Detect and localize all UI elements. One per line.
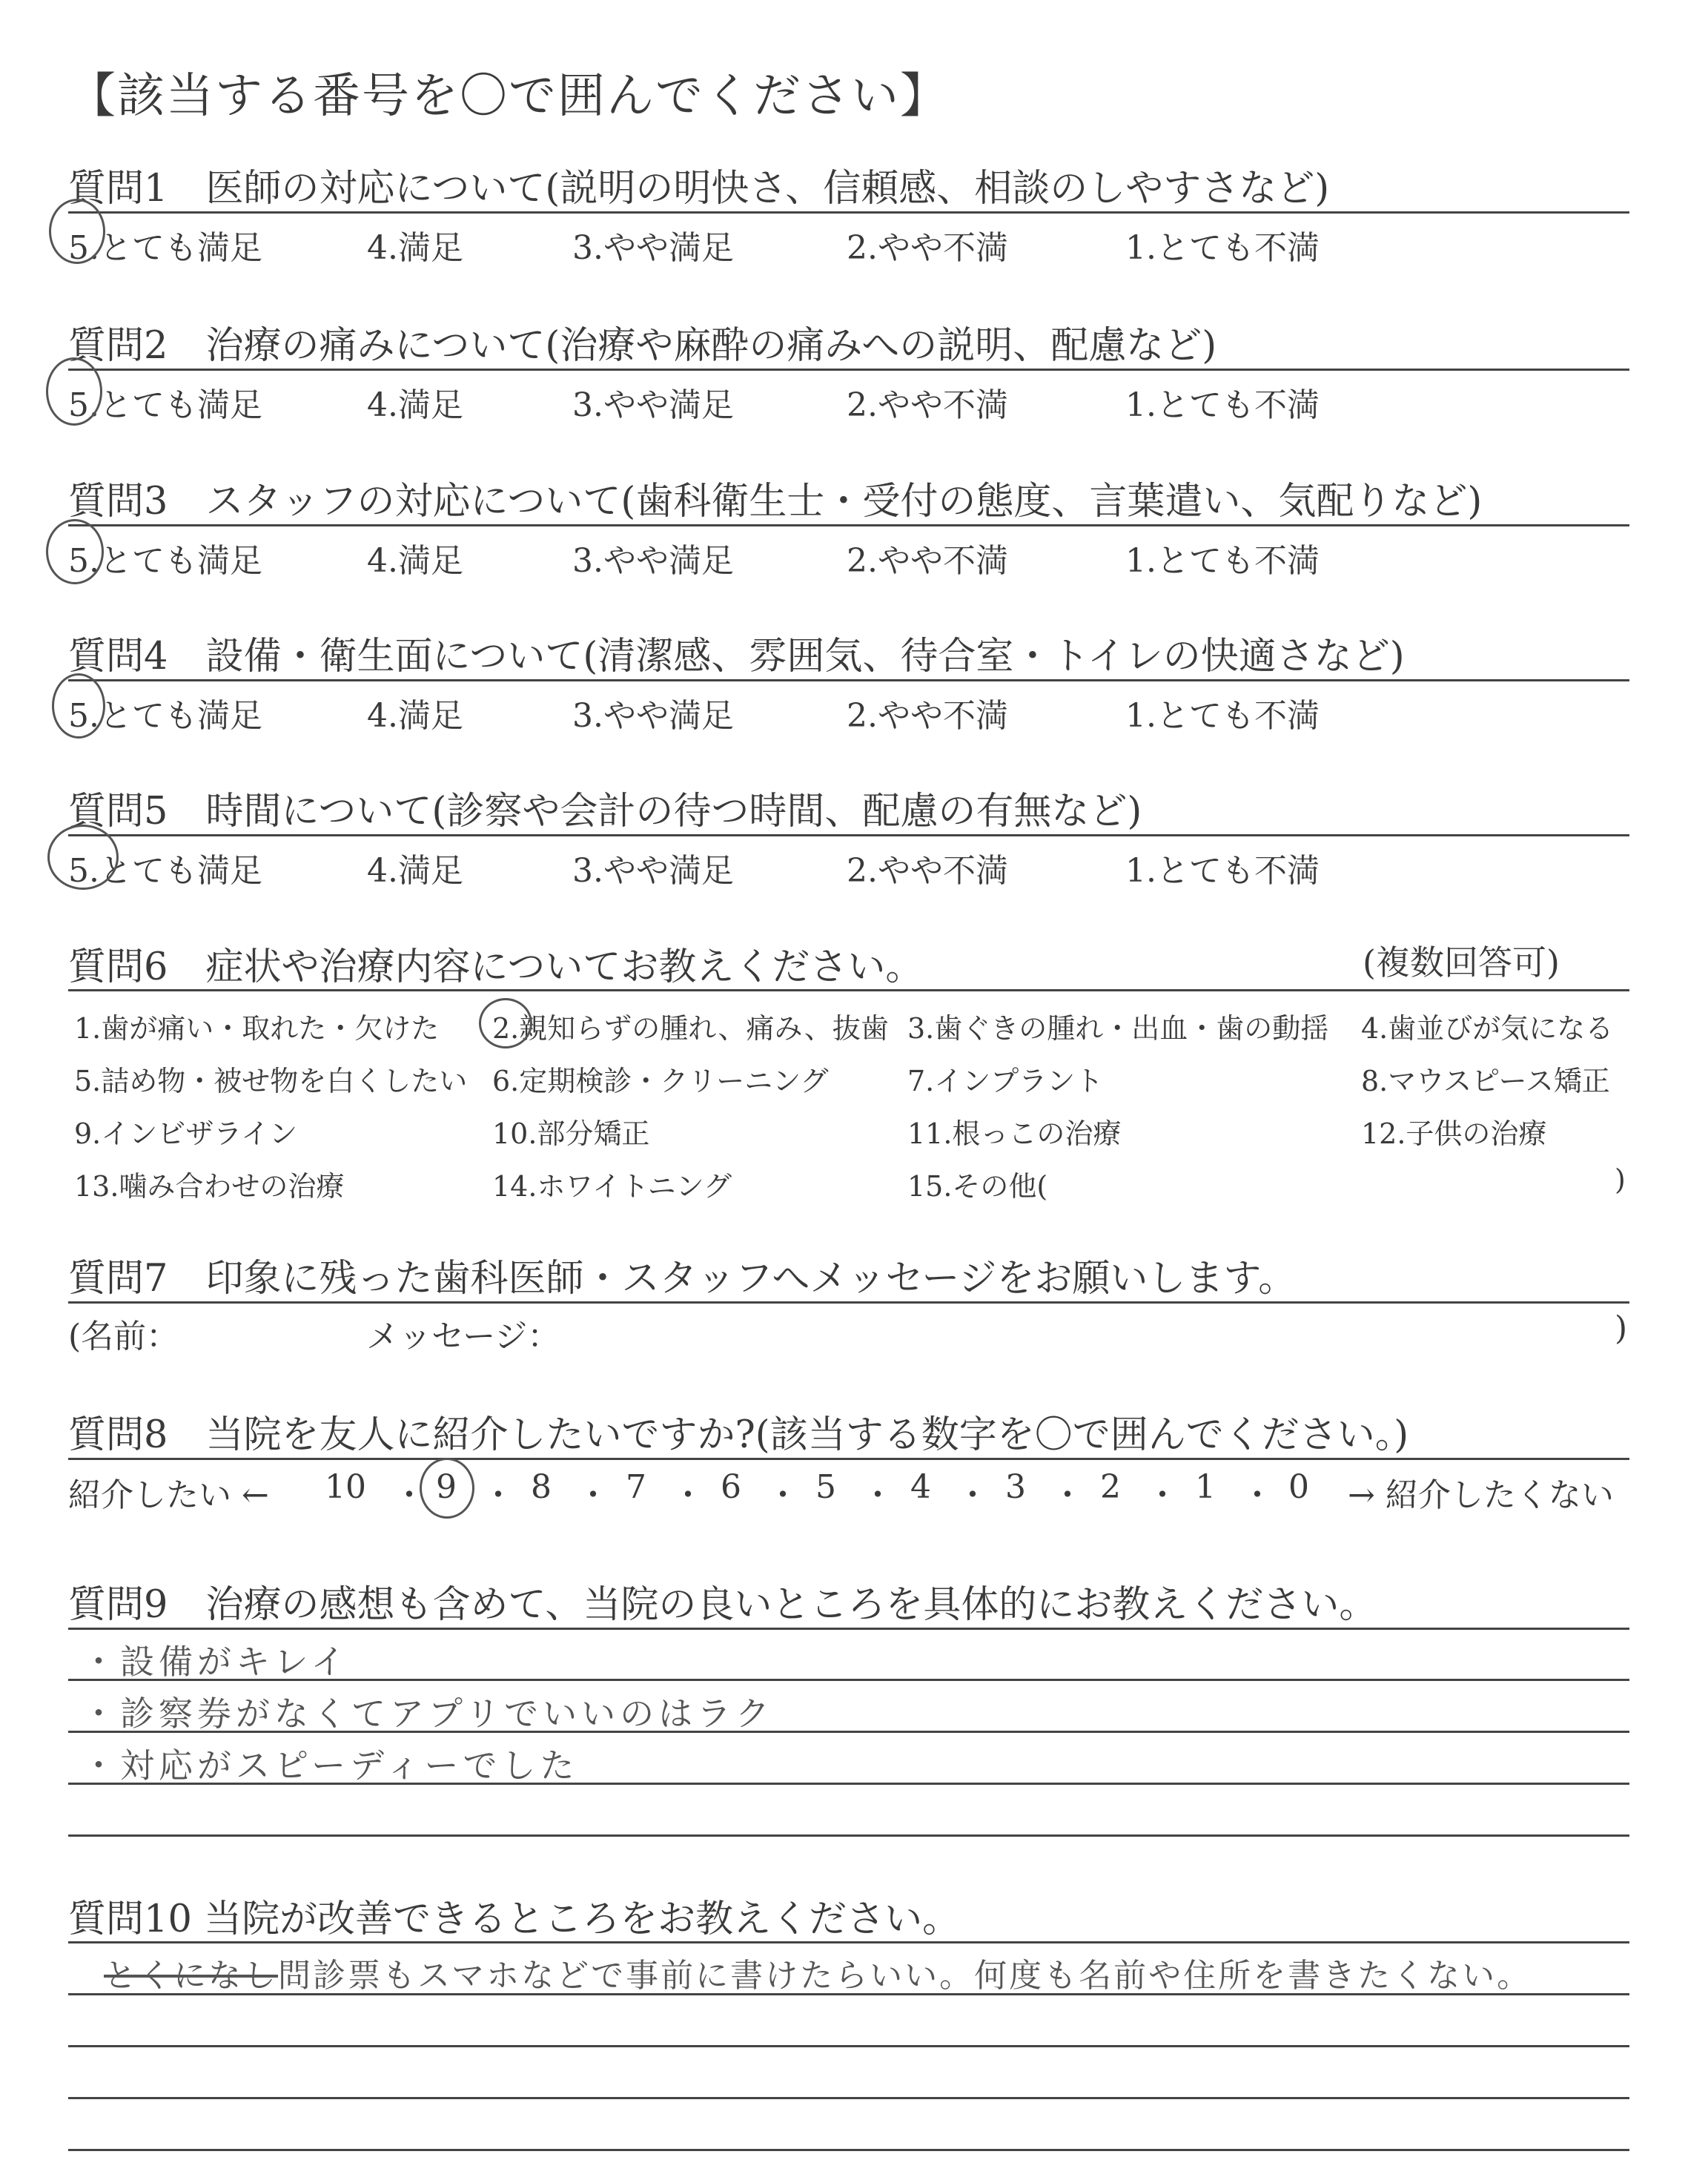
- q5-option-2[interactable]: 2.やや不満: [847, 852, 1008, 890]
- q7-name-label: (名前：: [68, 1318, 179, 1355]
- q8-separator: ・: [482, 1476, 514, 1514]
- q5-option-4[interactable]: 4.満足: [367, 852, 463, 890]
- q5-title: 質問5 時間について(診察や会計の待つ時間、配慮の有無など): [68, 790, 1142, 833]
- q8-scale-4[interactable]: 4: [910, 1468, 931, 1506]
- q10-rule-4: [68, 2097, 1629, 2099]
- q2-title: 質問2 治療の痛みについて(治療や麻酔の痛みへの説明、配慮など): [68, 324, 1217, 368]
- q1-option-5[interactable]: 5.とても満足: [68, 229, 262, 267]
- q3-option-1[interactable]: 1.とても不満: [1125, 542, 1320, 580]
- q6-item-6[interactable]: 6.定期検診・クリーニング: [492, 1065, 829, 1097]
- q3-rule: [68, 524, 1629, 526]
- q9-answer-3: ・対応がスピーディーでした: [82, 1745, 579, 1786]
- q6-item-7[interactable]: 7.インプラント: [907, 1065, 1104, 1097]
- q6-item-3[interactable]: 3.歯ぐきの腫れ・出血・歯の動揺: [907, 1012, 1329, 1045]
- q6-title: 質問6 症状や治療内容についてお教えください。: [68, 945, 924, 989]
- q5-option-5[interactable]: 5.とても満足: [68, 852, 262, 890]
- q2-option-1[interactable]: 1.とても不満: [1125, 386, 1320, 424]
- q4-option-1[interactable]: 1.とても不満: [1125, 697, 1320, 735]
- q5-handdrawn-circle: [47, 825, 119, 890]
- q8-separator: ・: [861, 1476, 894, 1514]
- q6-item-1[interactable]: 1.歯が痛い・取れた・欠けた: [74, 1012, 440, 1045]
- q3-option-3[interactable]: 3.やや満足: [572, 542, 734, 580]
- q7-rule: [68, 1301, 1629, 1304]
- q4-option-2[interactable]: 2.やや不満: [847, 697, 1008, 735]
- q6-item-11[interactable]: 11.根っこの治療: [907, 1117, 1122, 1150]
- q8-handdrawn-circle: [420, 1458, 474, 1519]
- q1-option-1[interactable]: 1.とても不満: [1125, 229, 1320, 267]
- q4-handdrawn-circle: [52, 673, 105, 739]
- q8-separator: ・: [1241, 1476, 1274, 1514]
- q6-item-8[interactable]: 8.マウスピース矯正: [1361, 1065, 1610, 1097]
- q4-option-5[interactable]: 5.とても満足: [68, 697, 262, 735]
- q10-rule-5: [68, 2149, 1629, 2151]
- q7-title: 質問7 印象に残った歯科医師・スタッフへメッセージをお願いします。: [68, 1257, 1297, 1301]
- q8-scale-9[interactable]: 9: [436, 1468, 457, 1506]
- q9-title: 質問9 治療の感想も含めて、当院の良いところを具体的にお教えください。: [68, 1583, 1377, 1627]
- q10-answer: 問診票もスマホなどで事前に書けたらいい。何度も名前や住所を書きたくない。: [278, 1957, 1532, 1995]
- q6-item-9[interactable]: 9.インビザライン: [74, 1117, 298, 1150]
- q6-item-4[interactable]: 4.歯並びが気になる: [1361, 1012, 1614, 1045]
- q8-separator: ・: [672, 1476, 704, 1514]
- q4-title: 質問4 設備・衛生面について(清潔感、雰囲気、待合室・トイレの快適さなど): [68, 635, 1405, 678]
- q6-item-14[interactable]: 14.ホワイトニング: [492, 1170, 732, 1203]
- q8-separator: ・: [1051, 1476, 1084, 1514]
- q1-handdrawn-circle: [49, 199, 105, 264]
- q2-option-5[interactable]: 5.とても満足: [68, 386, 262, 424]
- q8-separator: ・: [1146, 1476, 1179, 1514]
- q3-option-2[interactable]: 2.やや不満: [847, 542, 1008, 580]
- q1-option-3[interactable]: 3.やや満足: [572, 229, 734, 267]
- q1-title: 質問1 医師の対応について(説明の明快さ、信頼感、相談のしやすさなど): [68, 167, 1330, 211]
- q2-option-2[interactable]: 2.やや不満: [847, 386, 1008, 424]
- q1-rule: [68, 211, 1629, 214]
- q6-item-10[interactable]: 10.部分矯正: [492, 1117, 650, 1150]
- q8-left-label: 紹介したい ←: [68, 1476, 269, 1514]
- q8-title: 質問8 当院を友人に紹介したいですか?(該当する数字を〇で囲んでください。): [68, 1413, 1409, 1457]
- q8-scale-5[interactable]: 5: [815, 1468, 836, 1506]
- q8-scale-10[interactable]: 10: [325, 1468, 366, 1506]
- q3-option-5[interactable]: 5.とても満足: [68, 542, 262, 580]
- q8-scale-1[interactable]: 1: [1195, 1468, 1216, 1506]
- q9-answer-1: ・設備がキレイ: [82, 1642, 350, 1682]
- q7-close-paren: ): [1615, 1309, 1628, 1347]
- q10-title: 質問10 当院が改善できるところをお教えください。: [68, 1898, 961, 1941]
- q6-handdrawn-circle: [479, 998, 532, 1048]
- q9-answer-2: ・診察券がなくてアプリでいいのはラク: [82, 1694, 775, 1734]
- q5-option-1[interactable]: 1.とても不満: [1125, 852, 1320, 890]
- q3-title: 質問3 スタッフの対応について(歯科衛生士・受付の態度、言葉遣い、気配りなど): [68, 480, 1483, 524]
- q8-scale-0[interactable]: 0: [1288, 1468, 1309, 1506]
- q6-item-12[interactable]: 12.子供の治療: [1361, 1117, 1547, 1150]
- q6-multiple-answer-note: (複数回答可): [1363, 942, 1560, 982]
- q4-rule: [68, 679, 1629, 681]
- q4-option-4[interactable]: 4.満足: [367, 697, 463, 735]
- q6-rule: [68, 989, 1629, 991]
- q6-item-5[interactable]: 5.詰め物・被せ物を白くしたい: [74, 1065, 468, 1097]
- q2-handdrawn-circle: [46, 357, 102, 426]
- q8-scale-2[interactable]: 2: [1100, 1468, 1121, 1506]
- q8-separator: ・: [767, 1476, 799, 1514]
- q9-rule-1: [68, 1628, 1629, 1630]
- q8-scale-6[interactable]: 6: [721, 1468, 741, 1506]
- q4-option-3[interactable]: 3.やや満足: [572, 697, 734, 735]
- q6-item-2[interactable]: 2.親知らずの腫れ、痛み、抜歯: [492, 1012, 889, 1045]
- q2-rule: [68, 369, 1629, 371]
- q8-scale-7[interactable]: 7: [626, 1468, 646, 1506]
- form-header: 【該当する番号を〇で囲んでください】: [68, 69, 949, 124]
- q8-scale-3[interactable]: 3: [1005, 1468, 1026, 1506]
- q9-rule-5: [68, 1834, 1629, 1837]
- q8-separator: ・: [577, 1476, 609, 1514]
- q8-rule: [68, 1458, 1629, 1460]
- q3-option-4[interactable]: 4.満足: [367, 542, 463, 580]
- q5-rule: [68, 834, 1629, 836]
- q1-option-4[interactable]: 4.満足: [367, 229, 463, 267]
- q10-answer-struck: とくになし: [104, 1957, 278, 1995]
- q6-item-13[interactable]: 13.噛み合わせの治療: [74, 1170, 345, 1203]
- q10-rule-1: [68, 1941, 1629, 1943]
- q6-item-15-close-paren: ): [1615, 1163, 1626, 1196]
- q1-option-2[interactable]: 2.やや不満: [847, 229, 1008, 267]
- q2-option-4[interactable]: 4.満足: [367, 386, 463, 424]
- q6-item-15[interactable]: 15.その他(: [907, 1170, 1048, 1203]
- q2-option-3[interactable]: 3.やや満足: [572, 386, 734, 424]
- q10-rule-3: [68, 2045, 1629, 2047]
- q5-option-3[interactable]: 3.やや満足: [572, 852, 734, 890]
- q8-scale-8[interactable]: 8: [531, 1468, 552, 1506]
- q8-right-label: → 紹介したくない: [1348, 1476, 1614, 1514]
- q3-handdrawn-circle: [46, 519, 104, 584]
- q8-separator: ・: [956, 1476, 989, 1514]
- q8-separator: ・: [393, 1476, 426, 1514]
- q7-message-label: メッセージ：: [366, 1318, 560, 1355]
